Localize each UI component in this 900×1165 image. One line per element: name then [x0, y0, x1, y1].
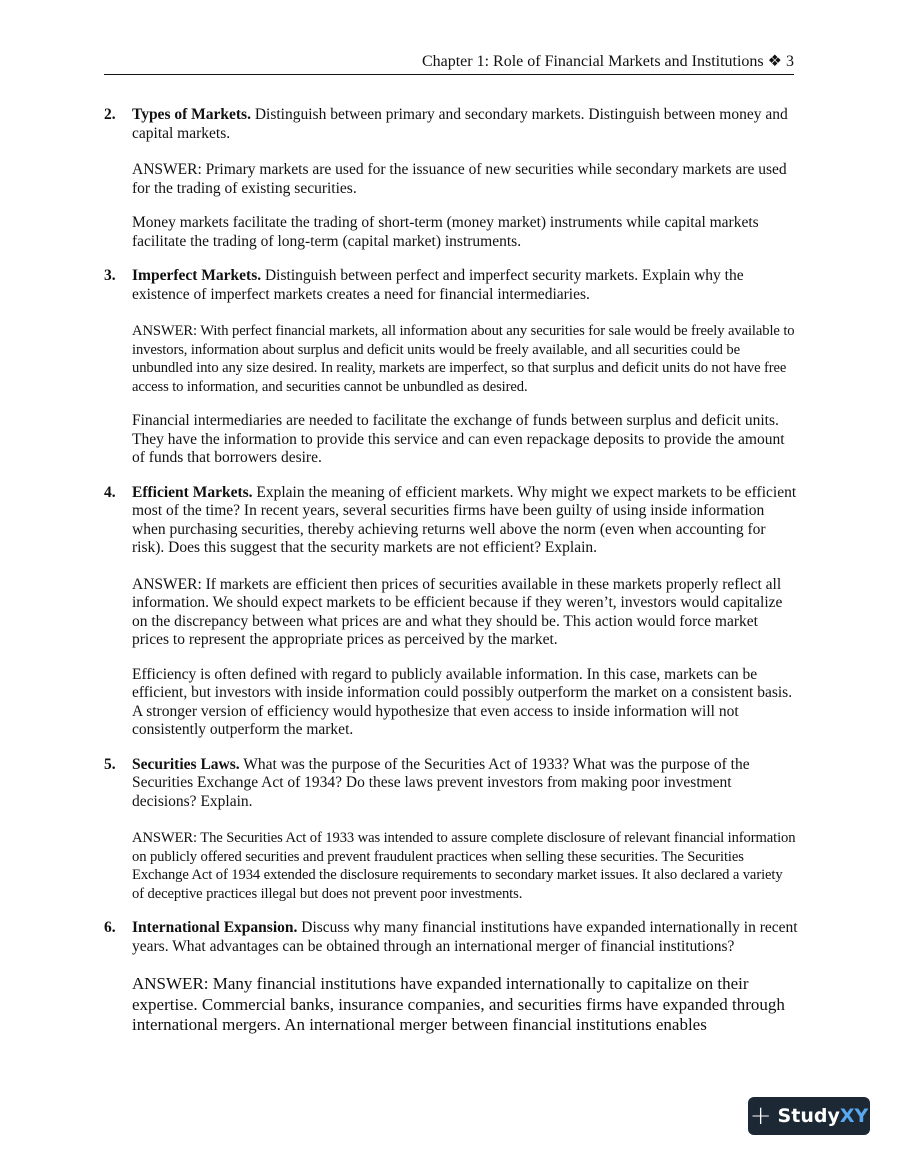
question-number: 6. [104, 919, 116, 936]
question-title: Types of Markets. [132, 106, 251, 123]
question-prompt [132, 756, 798, 812]
question-title: Efficient Markets. [132, 483, 253, 501]
document-body [104, 106, 798, 1052]
question-text: Distinguish between perfect and imperfect security markets. Explain why the existence of imperfect markets creates a need for financial intermediaries. [132, 267, 744, 303]
logo-brand-accent: XY [839, 1105, 869, 1127]
plus-icon: + [749, 1101, 772, 1131]
question-6 [104, 919, 798, 1036]
page-header [104, 52, 794, 75]
question-title: Securities Laws. [132, 755, 240, 773]
answer-paragraph: Financial intermediaries are needed to facilitate the exchange of funds between surplus and deficit units. They have the information to provide this service and can even repackage deposits to provide the amount of funds that borrowers desire. [132, 412, 785, 466]
question-prompt [132, 267, 798, 304]
question-title: International Expansion. [132, 919, 298, 936]
question-number: 4. [104, 483, 116, 501]
logo-brand: Study [777, 1105, 840, 1127]
answer-paragraph: ANSWER: Primary markets are used for the issuance of new securities while secondary markets are used for the trading of existing securities. [132, 161, 787, 197]
question-text: Explain the meaning of efficient markets. Why might we expect markets to be efficient most of the time? In recent years, several securities firms have been guilty of using inside information when purchasing securities, thereby achieving returns well above the norm (even when accounting for risk). Does this suggest that the security markets are not efficient? Explain. [132, 483, 797, 556]
question-2 [104, 106, 798, 251]
question-number: 5. [104, 755, 116, 773]
question-3 [104, 267, 798, 468]
question-prompt [132, 919, 798, 956]
studyxy-logo [748, 1097, 870, 1135]
answer-paragraph: ANSWER: Many financial institutions have expanded internationally to capitalize on their expertise. Commercial banks, insurance companies, and securities firms have expanded through international mergers. An international merger between financial institutions enables [132, 974, 785, 1034]
question-prompt [132, 484, 798, 558]
question-title: Imperfect Markets. [132, 267, 262, 284]
question-5 [104, 756, 798, 904]
question-text: Distinguish between primary and secondary markets. Distinguish between money and capital markets. [132, 106, 788, 142]
answer-paragraph: Money markets facilitate the trading of short-term (money market) instruments while capital markets facilitate the trading of long-term (capital market) instruments. [132, 214, 759, 250]
logo-text [778, 1105, 869, 1127]
answer-paragraph: Efficiency is often defined with regard to publicly available information. In this case, markets can be efficient, but investors with inside information could possibly outperform the market on a consistent basis. A stronger version of efficiency would hypothesize that even access to inside information will not consistently outperform the market. [132, 665, 793, 738]
question-number: 3. [104, 267, 116, 284]
question-number: 2. [104, 106, 116, 123]
answer-paragraph: ANSWER: The Securities Act of 1933 was intended to assure complete disclosure of relevant financial information on publicly offered securities and prevent fraudulent practices when selling these securities. The Securities Exchange Act of 1934 extended the disclosure requirements to secondary market issues. It also declared a variety of deceptive practices illegal but does not prevent poor investments. [132, 830, 796, 902]
answer-paragraph: ANSWER: If markets are efficient then prices of securities available in these markets properly reflect all information. We should expect markets to be efficient because if they weren’t, investors would capitalize on the discrepancy between what prices are and what they should be. This action would force market prices to represent the appropriate prices as perceived by the market. [132, 575, 783, 648]
question-text: What was the purpose of the Securities Act of 1933? What was the purpose of the Securities Exchange Act of 1934? Do these laws prevent investors from making poor investment decisions? Explain. [132, 755, 750, 810]
question-prompt [132, 106, 798, 143]
question-4 [104, 484, 798, 740]
question-text: Discuss why many financial institutions have expanded internationally in recent years. What advantages can be obtained through an international merger of financial institutions? [132, 919, 798, 955]
header-text: Chapter 1: Role of Financial Markets and Institutions ❖ 3 [421, 53, 794, 70]
answer-paragraph: ANSWER: With perfect financial markets, all information about any securities for sale would be freely available to investors, information about surplus and deficit units would be freely available, and all securities could be unbundled into any size desired. In reality, markets are imperfect, so that surplus and deficit units do not have free access to information, and securities cannot be unbundled as desired. [132, 323, 795, 395]
